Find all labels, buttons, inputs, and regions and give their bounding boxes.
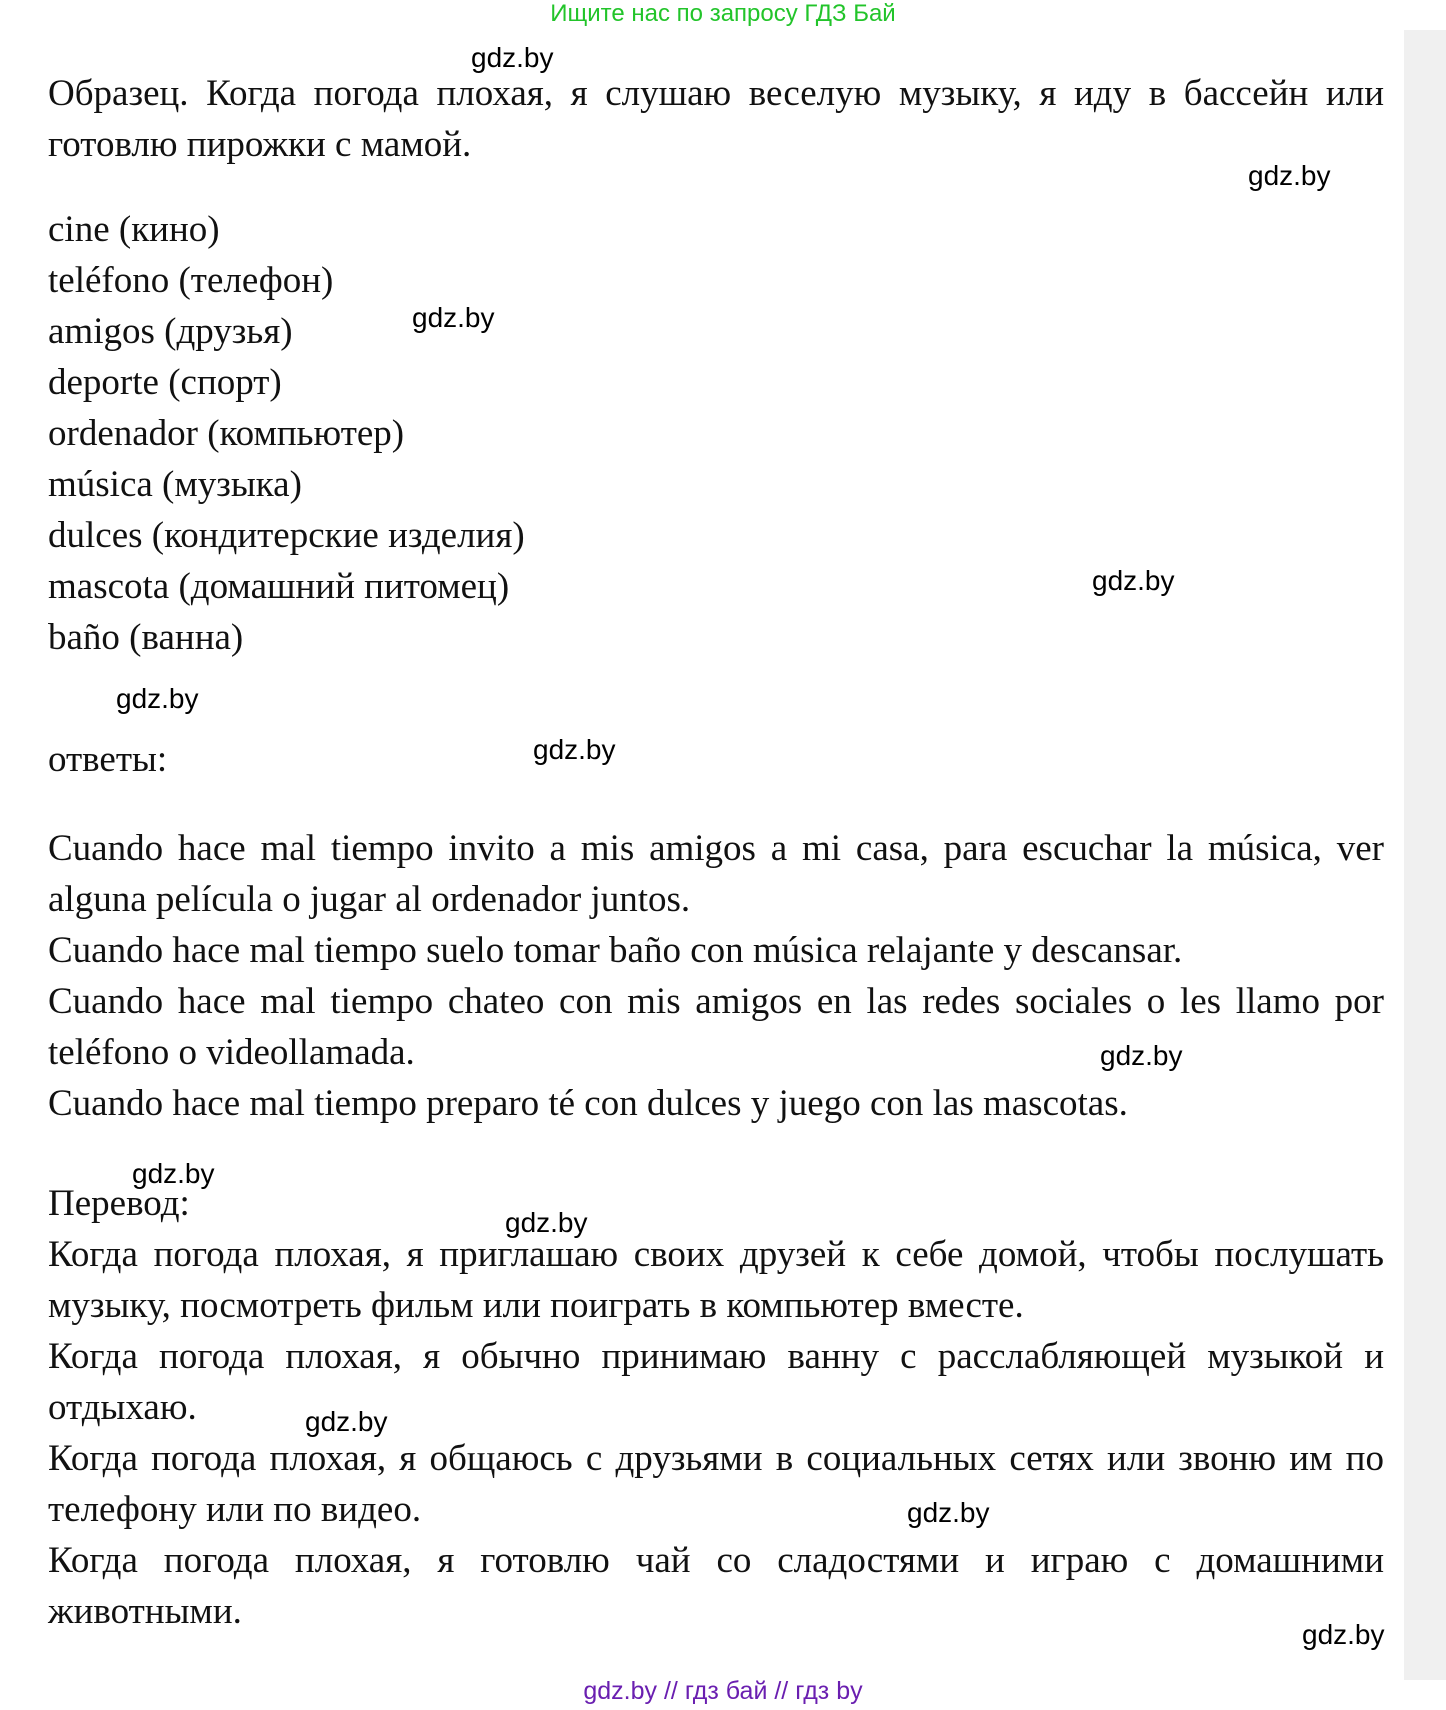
- translation-block: [48, 1229, 1384, 1637]
- translation-paragraph: Когда погода плохая, я общаюсь с друзьями в социальных сетях или звоню им по телефону или по видео.: [48, 1438, 1384, 1530]
- watermark: gdz.by: [132, 1158, 215, 1189]
- answer-paragraph: Cuando hace mal tiempo chateo con mis amigos en las redes sociales o les llamo por teléfono o videollamada.: [48, 981, 1384, 1073]
- answer-paragraph: Cuando hace mal tiempo preparo té con dulces y juego con las mascotas.: [48, 1083, 1128, 1124]
- translation-paragraph: Когда погода плохая, я готовлю чай со сладостями и играю с домашними животными.: [48, 1540, 1384, 1632]
- watermark: gdz.by: [1302, 1619, 1385, 1650]
- watermark: gdz.by: [1092, 565, 1175, 596]
- vocab-item: música (музыка): [48, 464, 302, 505]
- watermark: gdz.by: [412, 302, 495, 333]
- translation-paragraph: Когда погода плохая, я приглашаю своих друзей к себе домой, чтобы послушать музыку, посмотреть фильм или поиграть в компьютер вместе.: [48, 1234, 1384, 1326]
- vocab-item: baño (ванна): [48, 617, 244, 658]
- answers-heading: ответы:: [48, 739, 168, 780]
- vocab-item: ordenador (компьютер): [48, 413, 405, 454]
- watermark: gdz.by: [471, 42, 554, 73]
- watermark: gdz.by: [1100, 1040, 1183, 1071]
- translation-paragraph: Когда погода плохая, я обычно принимаю ванну с расслабляющей музыкой и отдыхаю.: [48, 1336, 1384, 1428]
- watermark: gdz.by: [533, 734, 616, 765]
- watermark: gdz.by: [305, 1406, 388, 1437]
- vocab-item: teléfono (телефон): [48, 260, 334, 301]
- top-banner: Ищите нас по запросу ГДЗ Бай: [550, 0, 896, 27]
- translation-heading: Перевод:: [48, 1183, 190, 1224]
- watermark: gdz.by: [907, 1497, 990, 1528]
- answers-block: [48, 823, 1384, 1129]
- vocab-item: amigos (друзья): [48, 311, 293, 352]
- answer-paragraph: Cuando hace mal tiempo suelo tomar baño con música relajante y descansar.: [48, 930, 1183, 971]
- scroll-gutter: [1404, 30, 1446, 1680]
- watermark: gdz.by: [505, 1207, 588, 1238]
- vocab-item: dulces (кондитерские изделия): [48, 515, 525, 556]
- vocabulary-list: [48, 204, 1384, 663]
- watermark: gdz.by: [1248, 160, 1331, 191]
- vocab-item: cine (кино): [48, 209, 220, 250]
- example-paragraph: Образец. Когда погода плохая, я слушаю веселую музыку, я иду в бассейн или готовлю пирожки с мамой.: [48, 73, 1384, 165]
- vocab-item: deporte (спорт): [48, 362, 282, 403]
- watermark: gdz.by: [116, 683, 199, 714]
- vocab-item: mascota (домашний питомец): [48, 566, 510, 607]
- footer-links[interactable]: gdz.by // гдз бай // гдз by: [583, 1677, 863, 1705]
- answer-paragraph: Cuando hace mal tiempo invito a mis amigos a mi casa, para escuchar la música, ver alguna película o jugar al ordenador juntos.: [48, 828, 1384, 920]
